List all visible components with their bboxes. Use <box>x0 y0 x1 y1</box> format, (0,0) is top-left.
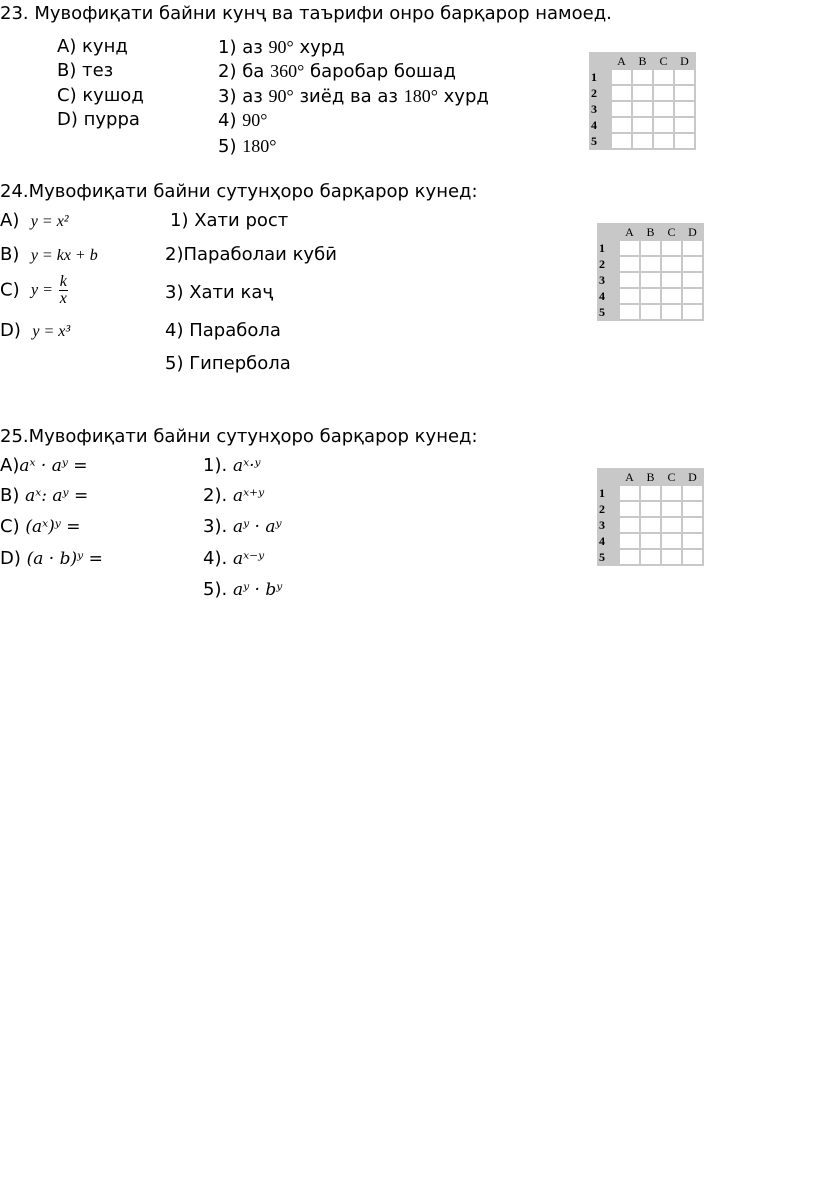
q23-title: 23. Мувофиқати байни кунҷ ва таърифи онро барқарор намоед. <box>0 3 612 24</box>
q23-right-5: 5) 180° <box>218 136 277 157</box>
q24-title: 24.Мувофиқати байни сутунҳоро барқарор кунед: <box>0 181 478 202</box>
grid-answer-cell[interactable] <box>654 134 673 148</box>
grid-answer-cell[interactable] <box>612 134 631 148</box>
grid-row-header: 4 <box>599 534 618 548</box>
grid-column-header: C <box>662 225 681 239</box>
grid-answer-cell[interactable] <box>675 134 694 148</box>
q24-left-c: C) y = $\frac{k}{x}$ <box>0 273 67 307</box>
grid-answer-cell[interactable] <box>620 502 639 516</box>
grid-answer-cell[interactable] <box>620 486 639 500</box>
q23-right-1: 1) аз 90° хурд <box>218 37 345 58</box>
grid-answer-cell[interactable] <box>641 518 660 532</box>
grid-answer-cell[interactable] <box>662 273 681 287</box>
grid-answer-cell[interactable] <box>641 305 660 319</box>
grid-row-header: 1 <box>599 486 618 500</box>
q24-left-d: D) y = x³ <box>0 320 71 341</box>
grid-answer-cell[interactable] <box>620 534 639 548</box>
q24-left-a: A) y = x² <box>0 210 69 231</box>
grid-answer-cell[interactable] <box>641 241 660 255</box>
q25-left-b: B) aˣ: aʸ = <box>0 485 89 506</box>
grid-answer-cell[interactable] <box>675 118 694 132</box>
grid-answer-cell[interactable] <box>641 257 660 271</box>
grid-row-header: 2 <box>599 502 618 516</box>
grid-answer-cell[interactable] <box>683 534 702 548</box>
grid-answer-cell[interactable] <box>675 86 694 100</box>
grid-answer-cell[interactable] <box>612 118 631 132</box>
grid-column-header: D <box>683 470 702 484</box>
q25-right-5: 5). aʸ · bʸ <box>203 579 283 600</box>
q24-right-2: 2)Параболаи кубӣ <box>165 244 337 265</box>
grid-answer-cell[interactable] <box>641 502 660 516</box>
q25-right-1: 1). aˣ·ʸ <box>203 455 261 476</box>
grid-answer-cell[interactable] <box>641 273 660 287</box>
q25-answer-grid <box>597 468 704 566</box>
grid-answer-cell[interactable] <box>683 257 702 271</box>
grid-answer-cell[interactable] <box>662 289 681 303</box>
grid-row-header: 3 <box>599 518 618 532</box>
q25-right-3: 3). aʸ · aʸ <box>203 516 282 537</box>
grid-answer-cell[interactable] <box>683 550 702 564</box>
grid-column-header: A <box>620 470 639 484</box>
grid-answer-cell[interactable] <box>662 257 681 271</box>
grid-row-header: 3 <box>591 102 610 116</box>
grid-answer-cell[interactable] <box>633 86 652 100</box>
q25-title: 25.Мувофиқати байни сутунҳоро барқарор кунед: <box>0 426 478 447</box>
grid-column-header: B <box>633 54 652 68</box>
grid-row-header: 1 <box>599 241 618 255</box>
grid-row-header: 5 <box>591 134 610 148</box>
q25-right-2: 2). aˣ⁺ʸ <box>203 485 265 506</box>
grid-answer-cell[interactable] <box>641 289 660 303</box>
grid-answer-cell[interactable] <box>620 257 639 271</box>
q23-answer-grid <box>589 52 696 150</box>
grid-answer-cell[interactable] <box>620 241 639 255</box>
grid-answer-cell[interactable] <box>683 486 702 500</box>
q24-right-4: 4) Парабола <box>165 320 281 341</box>
q24-right-3: 3) Хати каҷ <box>165 282 273 303</box>
grid-answer-cell[interactable] <box>620 289 639 303</box>
grid-answer-cell[interactable] <box>633 70 652 84</box>
grid-answer-cell[interactable] <box>662 550 681 564</box>
grid-answer-cell[interactable] <box>641 550 660 564</box>
grid-corner <box>599 225 618 239</box>
grid-answer-cell[interactable] <box>662 241 681 255</box>
grid-answer-cell[interactable] <box>612 102 631 116</box>
grid-answer-cell[interactable] <box>620 550 639 564</box>
grid-column-header: A <box>620 225 639 239</box>
q25-left-a: A)aˣ · aʸ = <box>0 455 88 476</box>
grid-column-header: B <box>641 225 660 239</box>
grid-answer-cell[interactable] <box>662 534 681 548</box>
grid-answer-cell[interactable] <box>683 289 702 303</box>
grid-row-header: 1 <box>591 70 610 84</box>
grid-answer-cell[interactable] <box>683 305 702 319</box>
q24-right-1: 1) Хати рост <box>170 210 289 231</box>
grid-answer-cell[interactable] <box>620 273 639 287</box>
grid-answer-cell[interactable] <box>612 86 631 100</box>
grid-column-header: D <box>675 54 694 68</box>
grid-column-header: A <box>612 54 631 68</box>
q25-left-d: D) (a · b)ʸ = <box>0 548 103 569</box>
grid-column-header: C <box>654 54 673 68</box>
grid-answer-cell[interactable] <box>662 518 681 532</box>
grid-answer-cell[interactable] <box>654 102 673 116</box>
grid-column-header: C <box>662 470 681 484</box>
grid-answer-cell[interactable] <box>633 118 652 132</box>
q25-right-4: 4). aˣ⁻ʸ <box>203 548 265 569</box>
grid-row-header: 2 <box>591 86 610 100</box>
q24-left-b: B) y = kx + b <box>0 244 98 265</box>
grid-answer-cell[interactable] <box>662 486 681 500</box>
grid-answer-cell[interactable] <box>662 502 681 516</box>
grid-answer-cell[interactable] <box>641 486 660 500</box>
q24-answer-grid <box>597 223 704 321</box>
q23-right-3: 3) аз 90° зиёд ва аз 180° хурд <box>218 86 489 107</box>
grid-answer-cell[interactable] <box>633 134 652 148</box>
grid-row-header: 3 <box>599 273 618 287</box>
grid-answer-cell[interactable] <box>683 518 702 532</box>
grid-answer-cell[interactable] <box>683 273 702 287</box>
q23-right-4: 4) 90° <box>218 110 268 131</box>
grid-row-header: 4 <box>599 289 618 303</box>
grid-answer-cell[interactable] <box>675 102 694 116</box>
grid-answer-cell[interactable] <box>620 305 639 319</box>
grid-row-header: 5 <box>599 305 618 319</box>
grid-answer-cell[interactable] <box>654 86 673 100</box>
grid-answer-cell[interactable] <box>662 305 681 319</box>
grid-answer-cell[interactable] <box>641 534 660 548</box>
grid-answer-cell[interactable] <box>675 70 694 84</box>
grid-column-header: B <box>641 470 660 484</box>
grid-answer-cell[interactable] <box>612 70 631 84</box>
q25-left-c: C) (aˣ)ʸ = <box>0 516 81 537</box>
grid-row-header: 5 <box>599 550 618 564</box>
q23-left-d: D) пурра <box>57 109 140 130</box>
grid-answer-cell[interactable] <box>620 518 639 532</box>
q23-left-b: B) тез <box>57 60 114 81</box>
grid-answer-cell[interactable] <box>683 502 702 516</box>
grid-answer-cell[interactable] <box>683 241 702 255</box>
q23-left-a: A) кунд <box>57 36 128 57</box>
grid-answer-cell[interactable] <box>654 118 673 132</box>
grid-corner <box>591 54 610 68</box>
grid-column-header: D <box>683 225 702 239</box>
grid-row-header: 4 <box>591 118 610 132</box>
q23-right-2: 2) ба 360° баробар бошад <box>218 61 456 82</box>
grid-answer-cell[interactable] <box>633 102 652 116</box>
grid-row-header: 2 <box>599 257 618 271</box>
q23-left-c: C) кушод <box>57 85 144 106</box>
grid-corner <box>599 470 618 484</box>
grid-answer-cell[interactable] <box>654 70 673 84</box>
q24-right-5: 5) Гипербола <box>165 353 291 374</box>
